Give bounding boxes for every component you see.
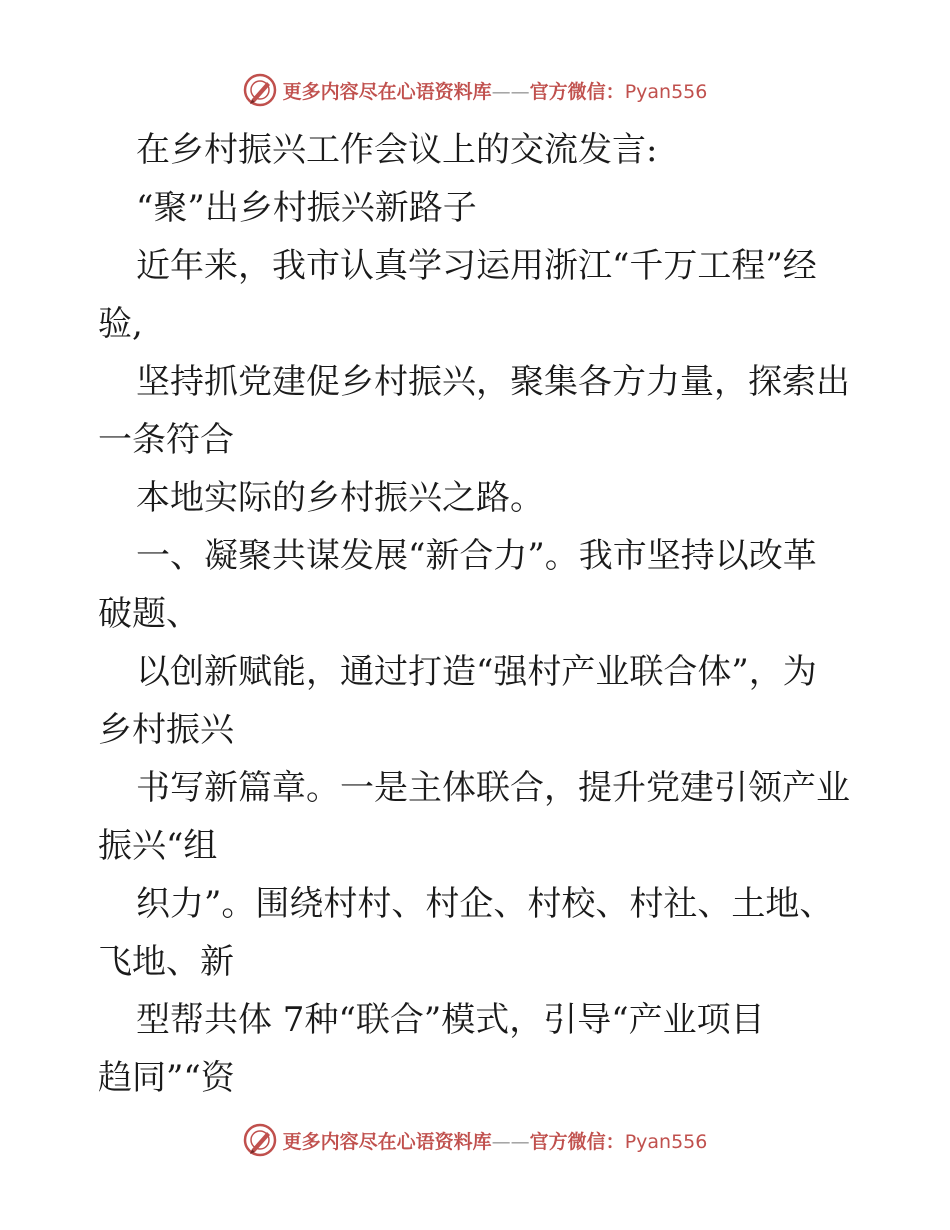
document-subtitle: “聚”出乡村振兴新路子 <box>136 188 477 228</box>
paragraph-line: 破题、 <box>98 594 200 634</box>
paragraph-line: 书写新篇章。一是主体联合，提升党建引领产业 <box>136 768 850 808</box>
watermark-wechat-id: Pyan556 <box>624 80 708 103</box>
header-watermark-banner <box>0 70 950 110</box>
paragraph-line: 飞地、新 <box>98 942 234 982</box>
pen-logo-icon <box>243 1123 277 1157</box>
paragraph-line: 近年来，我市认真学习运用浙江“千万工程”经 <box>136 246 817 286</box>
watermark-wechat-id: Pyan556 <box>624 1130 708 1153</box>
pen-logo-icon <box>243 73 277 107</box>
footer-watermark-banner <box>0 1120 950 1160</box>
paragraph-line: 振兴“组 <box>98 826 218 866</box>
section-heading-line: 一、凝聚共谋发展“新合力”。我市坚持以改革 <box>136 536 817 576</box>
watermark-wechat-label: 官方微信： <box>529 80 625 103</box>
paragraph-line: 本地实际的乡村振兴之路。 <box>136 478 544 518</box>
paragraph-line: 坚持抓党建促乡村振兴，聚集各方力量，探索出 <box>136 362 850 402</box>
paragraph-line: 型帮共体 7种“联合”模式，引导“产业项目 <box>136 1000 765 1040</box>
paragraph-line: 织力”。围绕村村、村企、村校、村社、土地、 <box>136 884 834 924</box>
document-body <box>98 121 853 1107</box>
watermark-separator: —— <box>491 1130 530 1153</box>
watermark-separator: —— <box>491 80 530 103</box>
paragraph-line: 趋同”“资 <box>98 1058 235 1098</box>
paragraph-line: 验, <box>98 304 143 344</box>
watermark-site-name: 更多内容尽在心语资料库 <box>282 1130 492 1153</box>
paragraph-line: 以创新赋能，通过打造“强村产业联合体”，为 <box>136 652 817 692</box>
paragraph-line: 一条符合 <box>98 420 234 460</box>
watermark-text <box>283 1127 708 1154</box>
watermark-site-name: 更多内容尽在心语资料库 <box>282 80 492 103</box>
document-title: 在乡村振兴工作会议上的交流发言: <box>136 130 658 170</box>
paragraph-line: 乡村振兴 <box>98 710 234 750</box>
watermark-text <box>283 77 708 104</box>
watermark-wechat-label: 官方微信： <box>529 1130 625 1153</box>
